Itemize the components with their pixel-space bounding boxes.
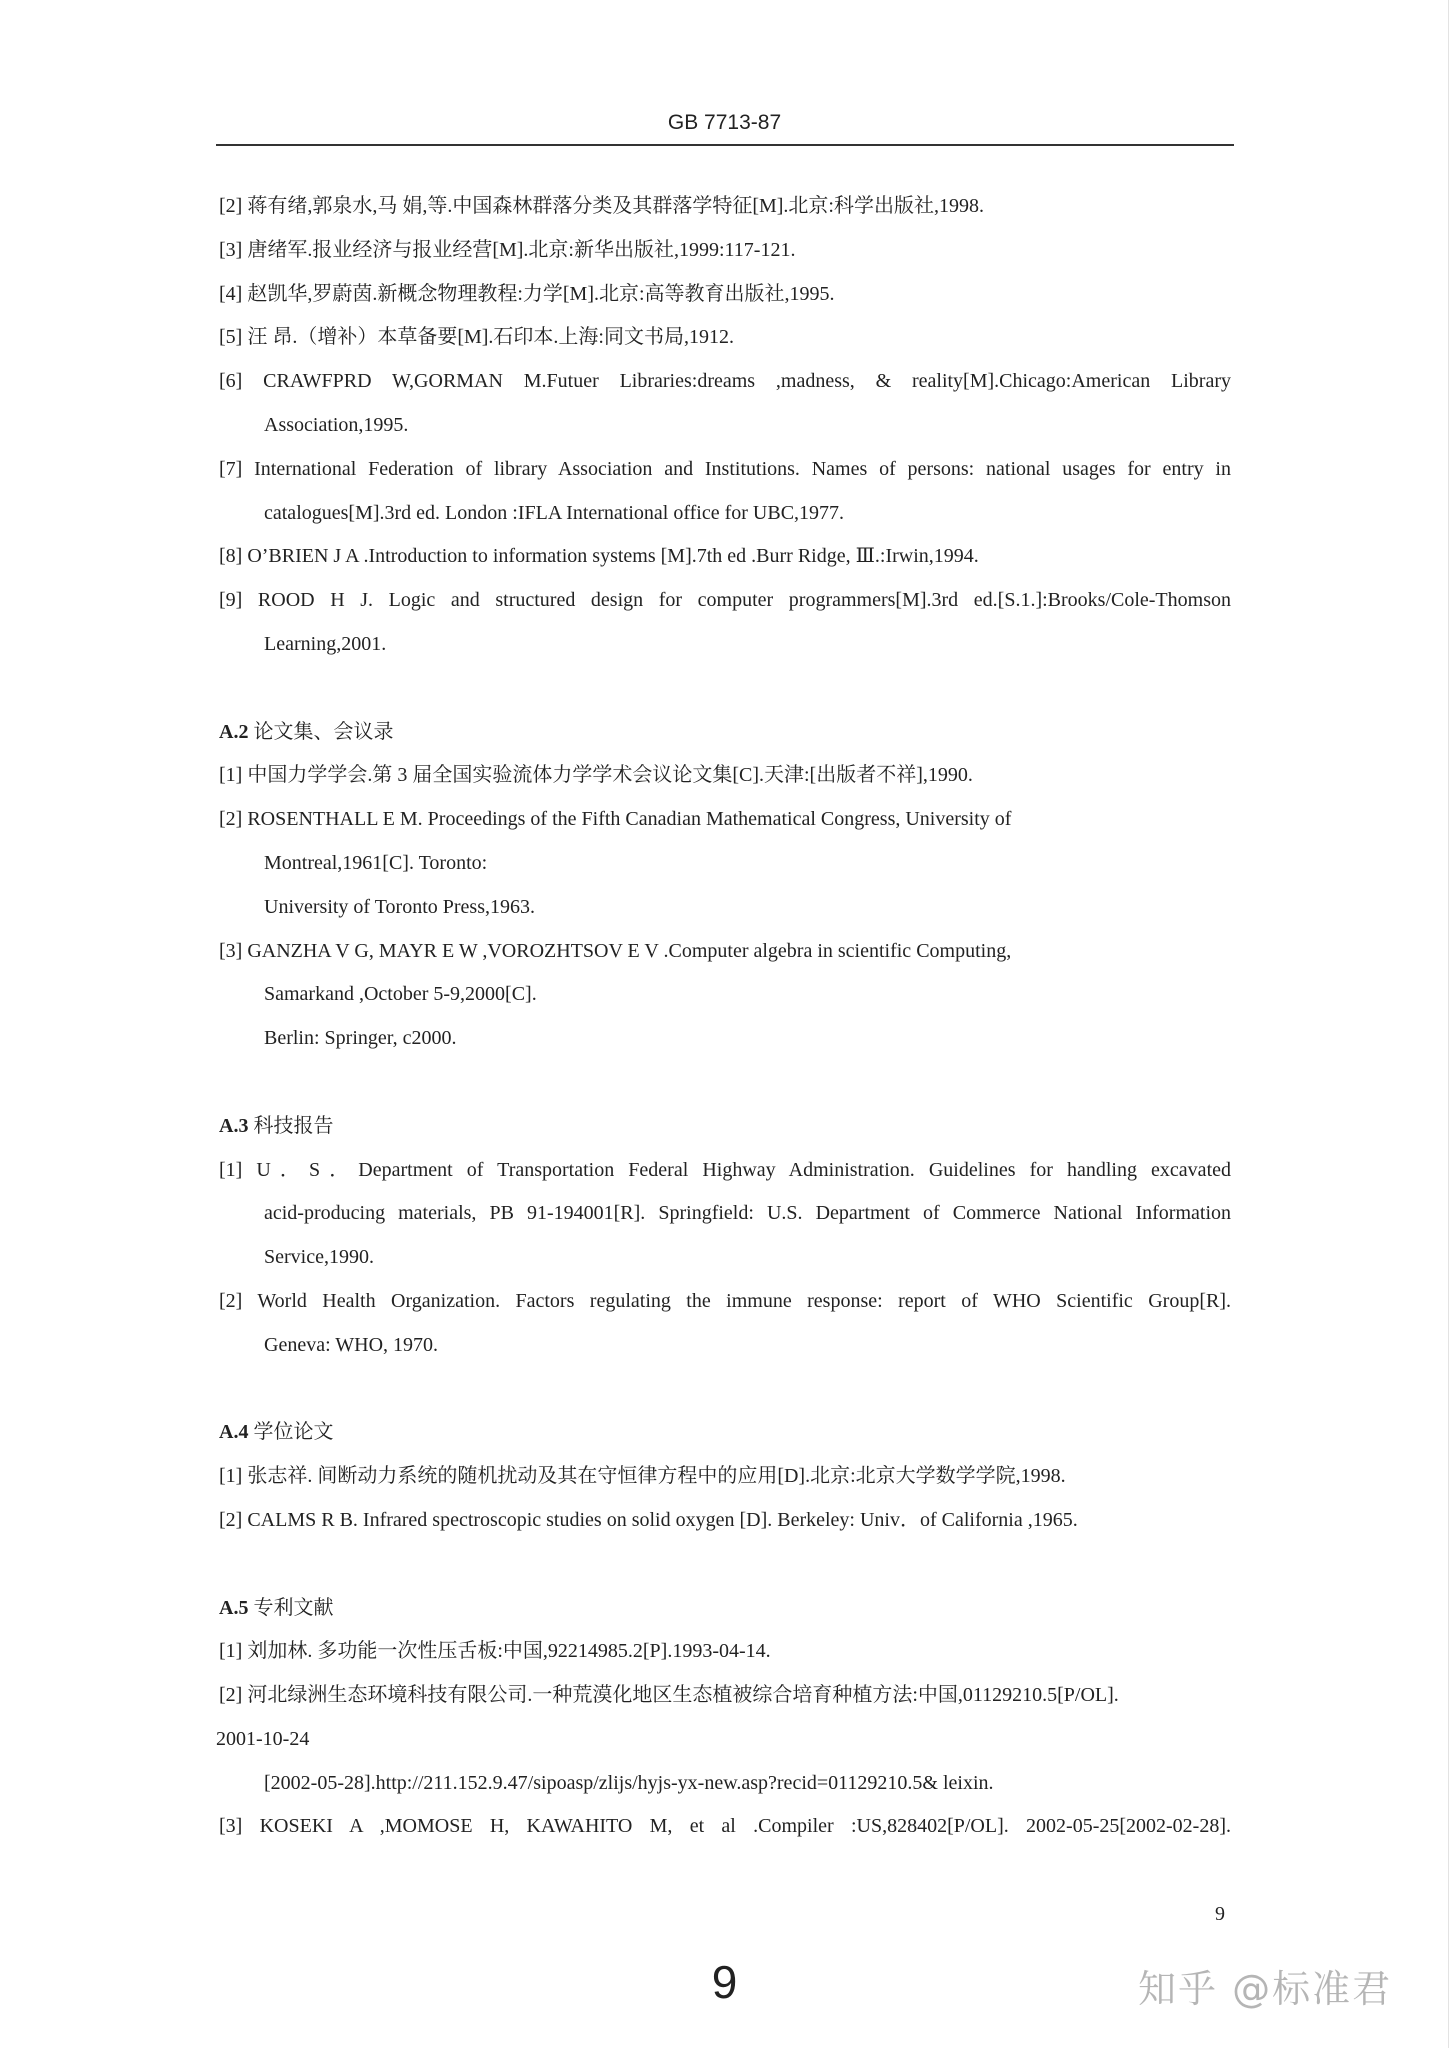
reference-line: [8] O’BRIEN J A .Introduction to information systems [M].7th ed .Burr Ridge, Ⅲ.:Irwin,1994. — [219, 545, 979, 568]
reference-line: [1] 张志祥. 间断动力系统的随机扰动及其在守恒律方程中的应用[D].北京:北京大学数学学院,1998. — [219, 1465, 1066, 1488]
section-heading — [219, 1105, 1231, 1149]
reference-line: [2] CALMS R B. Infrared spectroscopic studies on solid oxygen [D]. Berkeley: Univ．of California ,1965. — [219, 1508, 1078, 1531]
reference-line: Service,1990. — [264, 1246, 374, 1269]
section-number: A.5 — [219, 1596, 249, 1619]
reference-list — [216, 185, 1231, 1849]
reference-line: Berlin: Springer, c2000. — [264, 1027, 457, 1050]
section-patents — [216, 1587, 1231, 1850]
reference-line: [4] 赵凯华,罗蔚茵.新概念物理教程:力学[M].北京:高等教育出版社,1995. — [219, 282, 835, 305]
reference-line: [1] 刘加林. 多功能一次性压舌板:中国,92214985.2[P].1993-04-14. — [219, 1640, 771, 1663]
reference-line: Montreal,1961[C]. Toronto: — [264, 851, 488, 874]
section-title: 科技报告 — [253, 1114, 334, 1137]
reference-line: [9] ROOD H J. Logic and structured design for computer programmers[M].3rd ed.[S.1.]:Brooks/Cole-Thomson — [219, 589, 1231, 612]
reference-line: [2] 河北绿洲生态环境科技有限公司.一种荒漠化地区生态植被综合培育种植方法:中国,01129210.5[P/OL]. — [219, 1684, 1119, 1707]
section-heading — [219, 1587, 1231, 1631]
reference-line: [5] 汪 昂.（增补）本草备要[M].石印本.上海:同文书局,1912. — [219, 326, 734, 349]
section-reports — [219, 1105, 1231, 1368]
reference-line: University of Toronto Press,1963. — [264, 895, 535, 918]
section-heading — [219, 1411, 1231, 1455]
section-gap — [219, 667, 1231, 711]
section-gap — [219, 1061, 1231, 1105]
reference-line: [3] 唐绪军.报业经济与报业经营[M].北京:新华出版社,1999:117-121. — [219, 238, 796, 261]
reference-line: Samarkand ,October 5-9,2000[C]. — [264, 983, 537, 1006]
section-title: 专利文献 — [253, 1596, 334, 1619]
reference-line: [2] ROSENTHALL E M. Proceedings of the Fifth Canadian Mathematical Congress, University of — [219, 808, 1012, 831]
reference-line: [1] U．S．Department of Transportation Federal Highway Administration. Guidelines for handling excavated — [219, 1158, 1231, 1181]
section-number: A.2 — [219, 720, 249, 743]
reference-line: [2002-05-28].http://211.152.9.47/sipoasp/zlijs/hyjs-yx-new.asp?recid=01129210.5& leixin. — [264, 1771, 994, 1794]
reference-line: Association,1995. — [264, 413, 409, 436]
section-number: A.4 — [219, 1421, 249, 1444]
reference-line: [3] GANZHA V G, MAYR E W ,VOROZHTSOV E V .Computer algebra in scientific Computing, — [219, 939, 1012, 962]
section-heading — [219, 711, 1231, 755]
reference-line: 2001-10-24 — [216, 1727, 310, 1750]
reference-line: [2] 蒋有绪,郭泉水,马 娟,等.中国森林群落分类及其群落学特征[M].北京:科学出版社,1998. — [219, 195, 984, 217]
reference-line: acid-producing materials, PB 91-194001[R]. Springfield: U.S. Department of Commerce National Information — [264, 1202, 1231, 1225]
section-gap — [219, 1368, 1231, 1412]
page-number: 9 — [1215, 1903, 1225, 1925]
section-theses — [219, 1411, 1231, 1542]
reference-line: [1] 中国力学学会.第 3 届全国实验流体力学学术会议论文集[C].天津:[出版者不祥],1990. — [219, 764, 973, 787]
reference-line: [7] International Federation of library Association and Institutions. Names of persons: national usages for entry in — [219, 457, 1231, 480]
section-gap — [219, 1543, 1231, 1587]
section-proceedings — [219, 711, 1231, 1061]
reference-line: [6] CRAWFPRD W,GORMAN M.Futuer Libraries:dreams ,madness, & reality[M].Chicago:American Library — [219, 370, 1231, 393]
reference-line: Learning,2001. — [264, 632, 387, 655]
section-number: A.3 — [219, 1114, 249, 1137]
watermark: 知乎 @标准君 — [1138, 1967, 1393, 2011]
viewer-page-number: 9 — [711, 1956, 738, 2008]
section-books — [219, 185, 1231, 667]
header-title: GB 7713-87 — [667, 111, 782, 134]
reference-line: [2] World Health Organization. Factors regulating the immune response: report of WHO Scientific Group[R]. — [219, 1289, 1231, 1312]
header-rule — [216, 144, 1234, 146]
reference-line: [3] KOSEKI A ,MOMOSE H, KAWAHITO M, et al .Compiler :US,828402[P/OL]. 2002-05-25[2002-02-28]. — [219, 1815, 1231, 1838]
section-title: 学位论文 — [253, 1421, 334, 1444]
section-title: 论文集、会议录 — [253, 720, 394, 743]
reference-line: Geneva: WHO, 1970. — [264, 1333, 439, 1356]
reference-line: catalogues[M].3rd ed. London :IFLA International office for UBC,1977. — [264, 501, 845, 524]
